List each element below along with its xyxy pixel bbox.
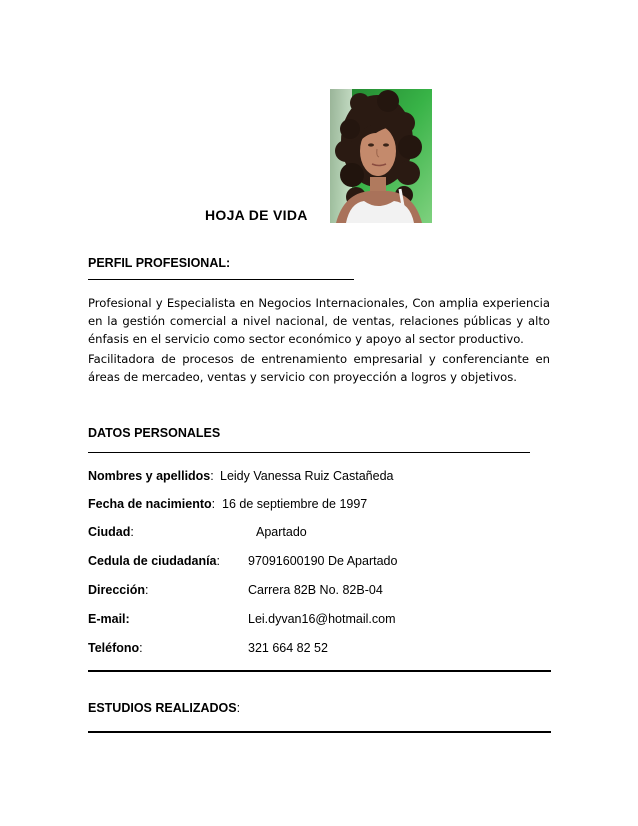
section-divider (88, 670, 551, 672)
field-nombres (88, 469, 558, 487)
field-value: Apartado (256, 525, 307, 539)
field-ciudad (88, 525, 558, 543)
profile-photo-image (330, 89, 432, 223)
perfil-underline (88, 279, 354, 280)
perfil-heading: PERFIL PROFESIONAL: (88, 256, 231, 270)
estudios-heading: ESTUDIOS REALIZADOS: (88, 701, 241, 715)
datos-underline (88, 452, 530, 453)
field-label: Nombres y apellidos: (88, 469, 214, 483)
field-value: 16 de septiembre de 1997 (222, 497, 368, 511)
field-email (88, 612, 558, 630)
document-title: HOJA DE VIDA (205, 207, 308, 223)
field-value: Carrera 82B No. 82B-04 (248, 583, 383, 597)
field-value: 321 664 82 52 (248, 641, 328, 655)
field-value: Lei.dyvan16@hotmail.com (248, 612, 396, 626)
field-direccion (88, 583, 558, 601)
profile-photo (330, 89, 432, 223)
field-label: E-mail: (88, 612, 130, 626)
perfil-paragraph-1: Profesional y Especialista en Negocios Internacionales, Con amplia experiencia en la gestión comercial a nivel nacional, de ventas, relaciones públicas y alto énfasis en el servicio como sector económico y apoyo al sector productivo. (88, 296, 550, 346)
field-fecha-nacimiento (88, 497, 558, 515)
field-value: Leidy Vanessa Ruiz Castañeda (220, 469, 394, 483)
field-cedula (88, 554, 558, 572)
perfil-paragraph-2: Facilitadora de procesos de entrenamiento empresarial y conferenciante en áreas de mercadeo, ventas y servicio con proyección a logros y objetivos. (88, 352, 550, 384)
datos-heading: DATOS PERSONALES (88, 426, 221, 440)
field-value: 97091600190 De Apartado (248, 554, 398, 568)
field-label: Teléfono: (88, 641, 143, 655)
field-label: Ciudad: (88, 525, 134, 539)
field-telefono (88, 641, 558, 659)
field-label: Cedula de ciudadanía: (88, 554, 220, 568)
section-divider (88, 731, 551, 733)
field-label: Fecha de nacimiento: (88, 497, 216, 511)
field-label: Dirección: (88, 583, 149, 597)
